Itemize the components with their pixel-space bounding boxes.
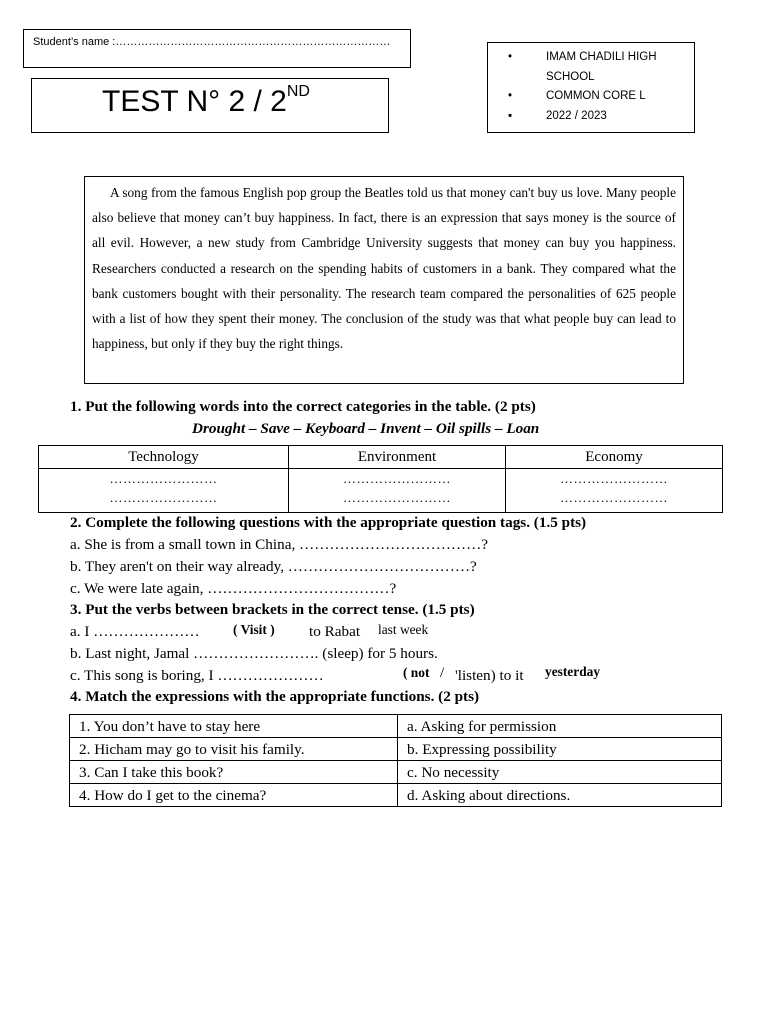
- q3-item-a-verb: ( Visit ): [233, 622, 275, 637]
- square-bullet-icon: ▪: [508, 109, 513, 122]
- header-environment: Environment: [289, 446, 506, 469]
- bullet-icon: •: [508, 90, 513, 102]
- school-info-item: • COMMON CORE L: [508, 87, 676, 107]
- table-row: [70, 761, 722, 784]
- school-info-item: ▪ 2022 / 2023: [508, 107, 676, 127]
- q3-item-a-time: last week: [378, 622, 429, 637]
- q3-item-c-time: yesterday: [545, 664, 601, 679]
- expression-cell[interactable]: 4. How do I get to the cinema?: [70, 784, 398, 807]
- table-row: [70, 738, 722, 761]
- test-title: [102, 85, 310, 119]
- economy-answer-cell[interactable]: …………………… ……………………: [506, 469, 723, 513]
- table-row: [70, 784, 722, 807]
- q3-item-c-slash: /: [440, 664, 445, 681]
- q3-item-b[interactable]: b. Last night, Jamal ……………………. (sleep) for 5 hours.: [70, 645, 438, 662]
- test-title-box: [31, 78, 389, 133]
- q3-item-a-end: to Rabat: [309, 623, 361, 640]
- environment-answer-cell[interactable]: …………………… ……………………: [289, 469, 506, 513]
- matching-table: [69, 714, 722, 807]
- technology-answer-cell[interactable]: …………………… ……………………: [39, 469, 289, 513]
- q3-item-c-end: 'listen) to it: [455, 667, 524, 684]
- test-title-main: TEST N° 2 / 2: [102, 85, 287, 118]
- q2-item-a[interactable]: a. She is from a small town in China, ………………………………?: [70, 536, 489, 553]
- function-cell[interactable]: a. Asking for permission: [398, 715, 722, 738]
- function-cell[interactable]: b. Expressing possibility: [398, 738, 722, 761]
- expression-cell[interactable]: 2. Hicham may go to visit his family.: [70, 738, 398, 761]
- q3-item-a-start[interactable]: a. I …………………: [70, 623, 200, 640]
- q1-word-list: Drought – Save – Keyboard – Invent – Oil spills – Loan: [192, 420, 540, 437]
- function-cell[interactable]: c. No necessity: [398, 761, 722, 784]
- reading-passage-box: [84, 176, 684, 384]
- header-economy: Economy: [506, 446, 723, 469]
- school-info-list: [508, 48, 676, 126]
- q3-item-c-start[interactable]: c. This song is boring, I …………………: [70, 667, 324, 684]
- expression-cell[interactable]: 1. You don’t have to stay here: [70, 715, 398, 738]
- reading-passage: A song from the famous English pop group the Beatles told us that money can't buy us love. Many people also believe that money can’t buy happiness. In fact, there is an expression that says money is the source of all evil. However, a new study from Cambridge University suggests that money can buy you happiness. Researchers conducted a research on the spending habits of customers in a bank. They compared what the bank customers bought with their personality. The research team compared the personalities of 625 people with a list of how they spent their money. The conclusion of the study was that what people buy can lead to happiness, but only if they buy the right things.: [92, 185, 676, 352]
- q2-title: 2. Complete the following questions with the appropriate question tags. (1.5 pts): [70, 514, 587, 531]
- q3-item-c-not: ( not: [403, 665, 430, 680]
- q4-title: 4. Match the expressions with the appropriate functions. (2 pts): [70, 688, 480, 705]
- bullet-icon: •: [508, 51, 513, 63]
- student-name-box: [23, 29, 411, 68]
- header-technology: Technology: [39, 446, 289, 469]
- q2-item-b[interactable]: b. They aren't on their way already, ………………………………?: [70, 558, 477, 575]
- function-cell[interactable]: d. Asking about directions.: [398, 784, 722, 807]
- q1-title: 1. Put the following words into the correct categories in the table. (2 pts): [70, 398, 536, 415]
- test-title-sup: ND: [286, 83, 310, 100]
- q2-item-c[interactable]: c. We were late again, ………………………………?: [70, 580, 397, 597]
- q3-title: 3. Put the verbs between brackets in the correct tense. (1.5 pts): [70, 601, 475, 618]
- categories-table: [38, 445, 723, 513]
- student-name-label: Student’s name :…………………………………………………………………: [33, 36, 391, 48]
- table-row: [70, 715, 722, 738]
- expression-cell[interactable]: 3. Can I take this book?: [70, 761, 398, 784]
- school-info-box: [487, 42, 695, 133]
- school-info-item: • IMAM CHADILI HIGH SCHOOL: [508, 48, 676, 87]
